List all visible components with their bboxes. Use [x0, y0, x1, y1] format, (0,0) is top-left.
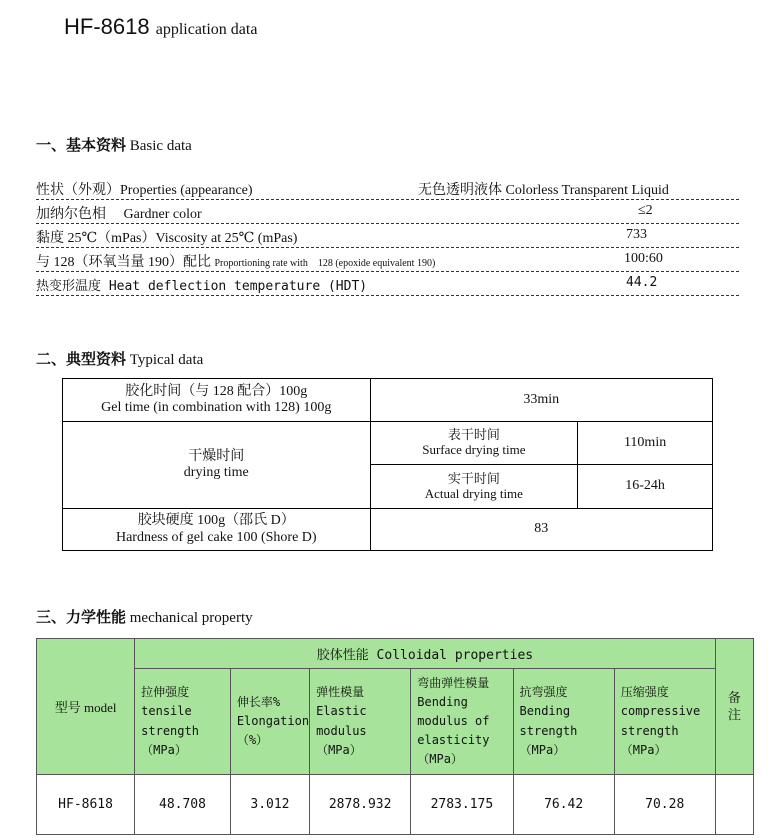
surface-drying-label: 表干时间 Surface drying time — [370, 422, 578, 465]
actual-drying-label: 实干时间 Actual drying time — [370, 465, 578, 509]
col-compressive-strength: 压缩强度 compressive strength （MPa） — [614, 669, 715, 775]
table-row — [63, 422, 713, 465]
page-title — [64, 14, 257, 40]
typical-data-table — [62, 378, 713, 551]
gel-time-value: 33min — [370, 379, 712, 422]
hardness-label: 胶块硬度 100g（邵氏 D） Hardness of gel cake 100 (Shore D) — [63, 509, 371, 551]
product-code: HF-8618 — [64, 14, 150, 39]
section-typical-heading: 二、典型资料 Typical data — [36, 350, 204, 368]
basic-row-viscosity: 黏度 25℃（mPas）Viscosity at 25℃ (mPas) 733 — [36, 224, 739, 248]
table-row — [63, 379, 713, 422]
tensile-value: 48.708 — [135, 775, 231, 835]
section-mechanical-heading: 三、力学性能 mechanical property — [36, 608, 253, 626]
remark-header: 备注 — [715, 639, 753, 775]
col-elongation: 伸长率% Elongation （%） — [230, 669, 309, 775]
surface-drying-value: 110min — [578, 422, 713, 465]
basic-row-ratio: 与 128（环氧当量 190）配比 Proportioning rate with 128 (epoxide equivalent 190) 100:60 — [36, 248, 739, 272]
basic-row-appearance: 性状（外观）Properties (appearance) 无色透明液体 Colorless Transparent Liquid — [36, 176, 739, 200]
model-cell: HF-8618 — [37, 775, 135, 835]
colloidal-properties-header: 胶体性能 Colloidal properties — [135, 639, 716, 669]
elastic-modulus-value: 2878.932 — [310, 775, 411, 835]
basic-data-list — [36, 176, 739, 296]
model-header: 型号 model — [37, 639, 135, 775]
elongation-value: 3.012 — [230, 775, 309, 835]
table-row — [37, 669, 754, 775]
bending-modulus-value: 2783.175 — [411, 775, 513, 835]
col-elastic-modulus: 弹性模量 Elastic modulus （MPa） — [310, 669, 411, 775]
section-basic-heading: 一、基本资料 Basic data — [36, 136, 192, 154]
col-bending-strength: 抗弯强度 Bending strength （MPa） — [513, 669, 614, 775]
table-row — [37, 639, 754, 669]
title-suffix: application data — [155, 21, 258, 38]
actual-drying-value: 16-24h — [578, 465, 713, 509]
compressive-strength-value: 70.28 — [614, 775, 715, 835]
mechanical-property-table — [36, 638, 754, 835]
bending-strength-value: 76.42 — [513, 775, 614, 835]
gel-time-label: 胶化时间（与 128 配合）100g Gel time (in combination with 128) 100g — [63, 379, 371, 422]
table-row — [63, 509, 713, 551]
drying-time-label: 干燥时间 drying time — [63, 422, 371, 509]
basic-row-hdt: 热变形温度 Heat deflection temperature (HDT) 44.2 — [36, 272, 739, 296]
remark-cell — [715, 775, 753, 835]
table-row — [37, 775, 754, 835]
hardness-value: 83 — [370, 509, 712, 551]
basic-row-gardner: 加纳尔色相 Gardner color ≤2 — [36, 200, 739, 224]
col-tensile-strength: 拉伸强度 tensile strength （MPa） — [135, 669, 231, 775]
col-bending-modulus: 弯曲弹性模量 Bending modulus of elasticity （MPa） — [411, 669, 513, 775]
